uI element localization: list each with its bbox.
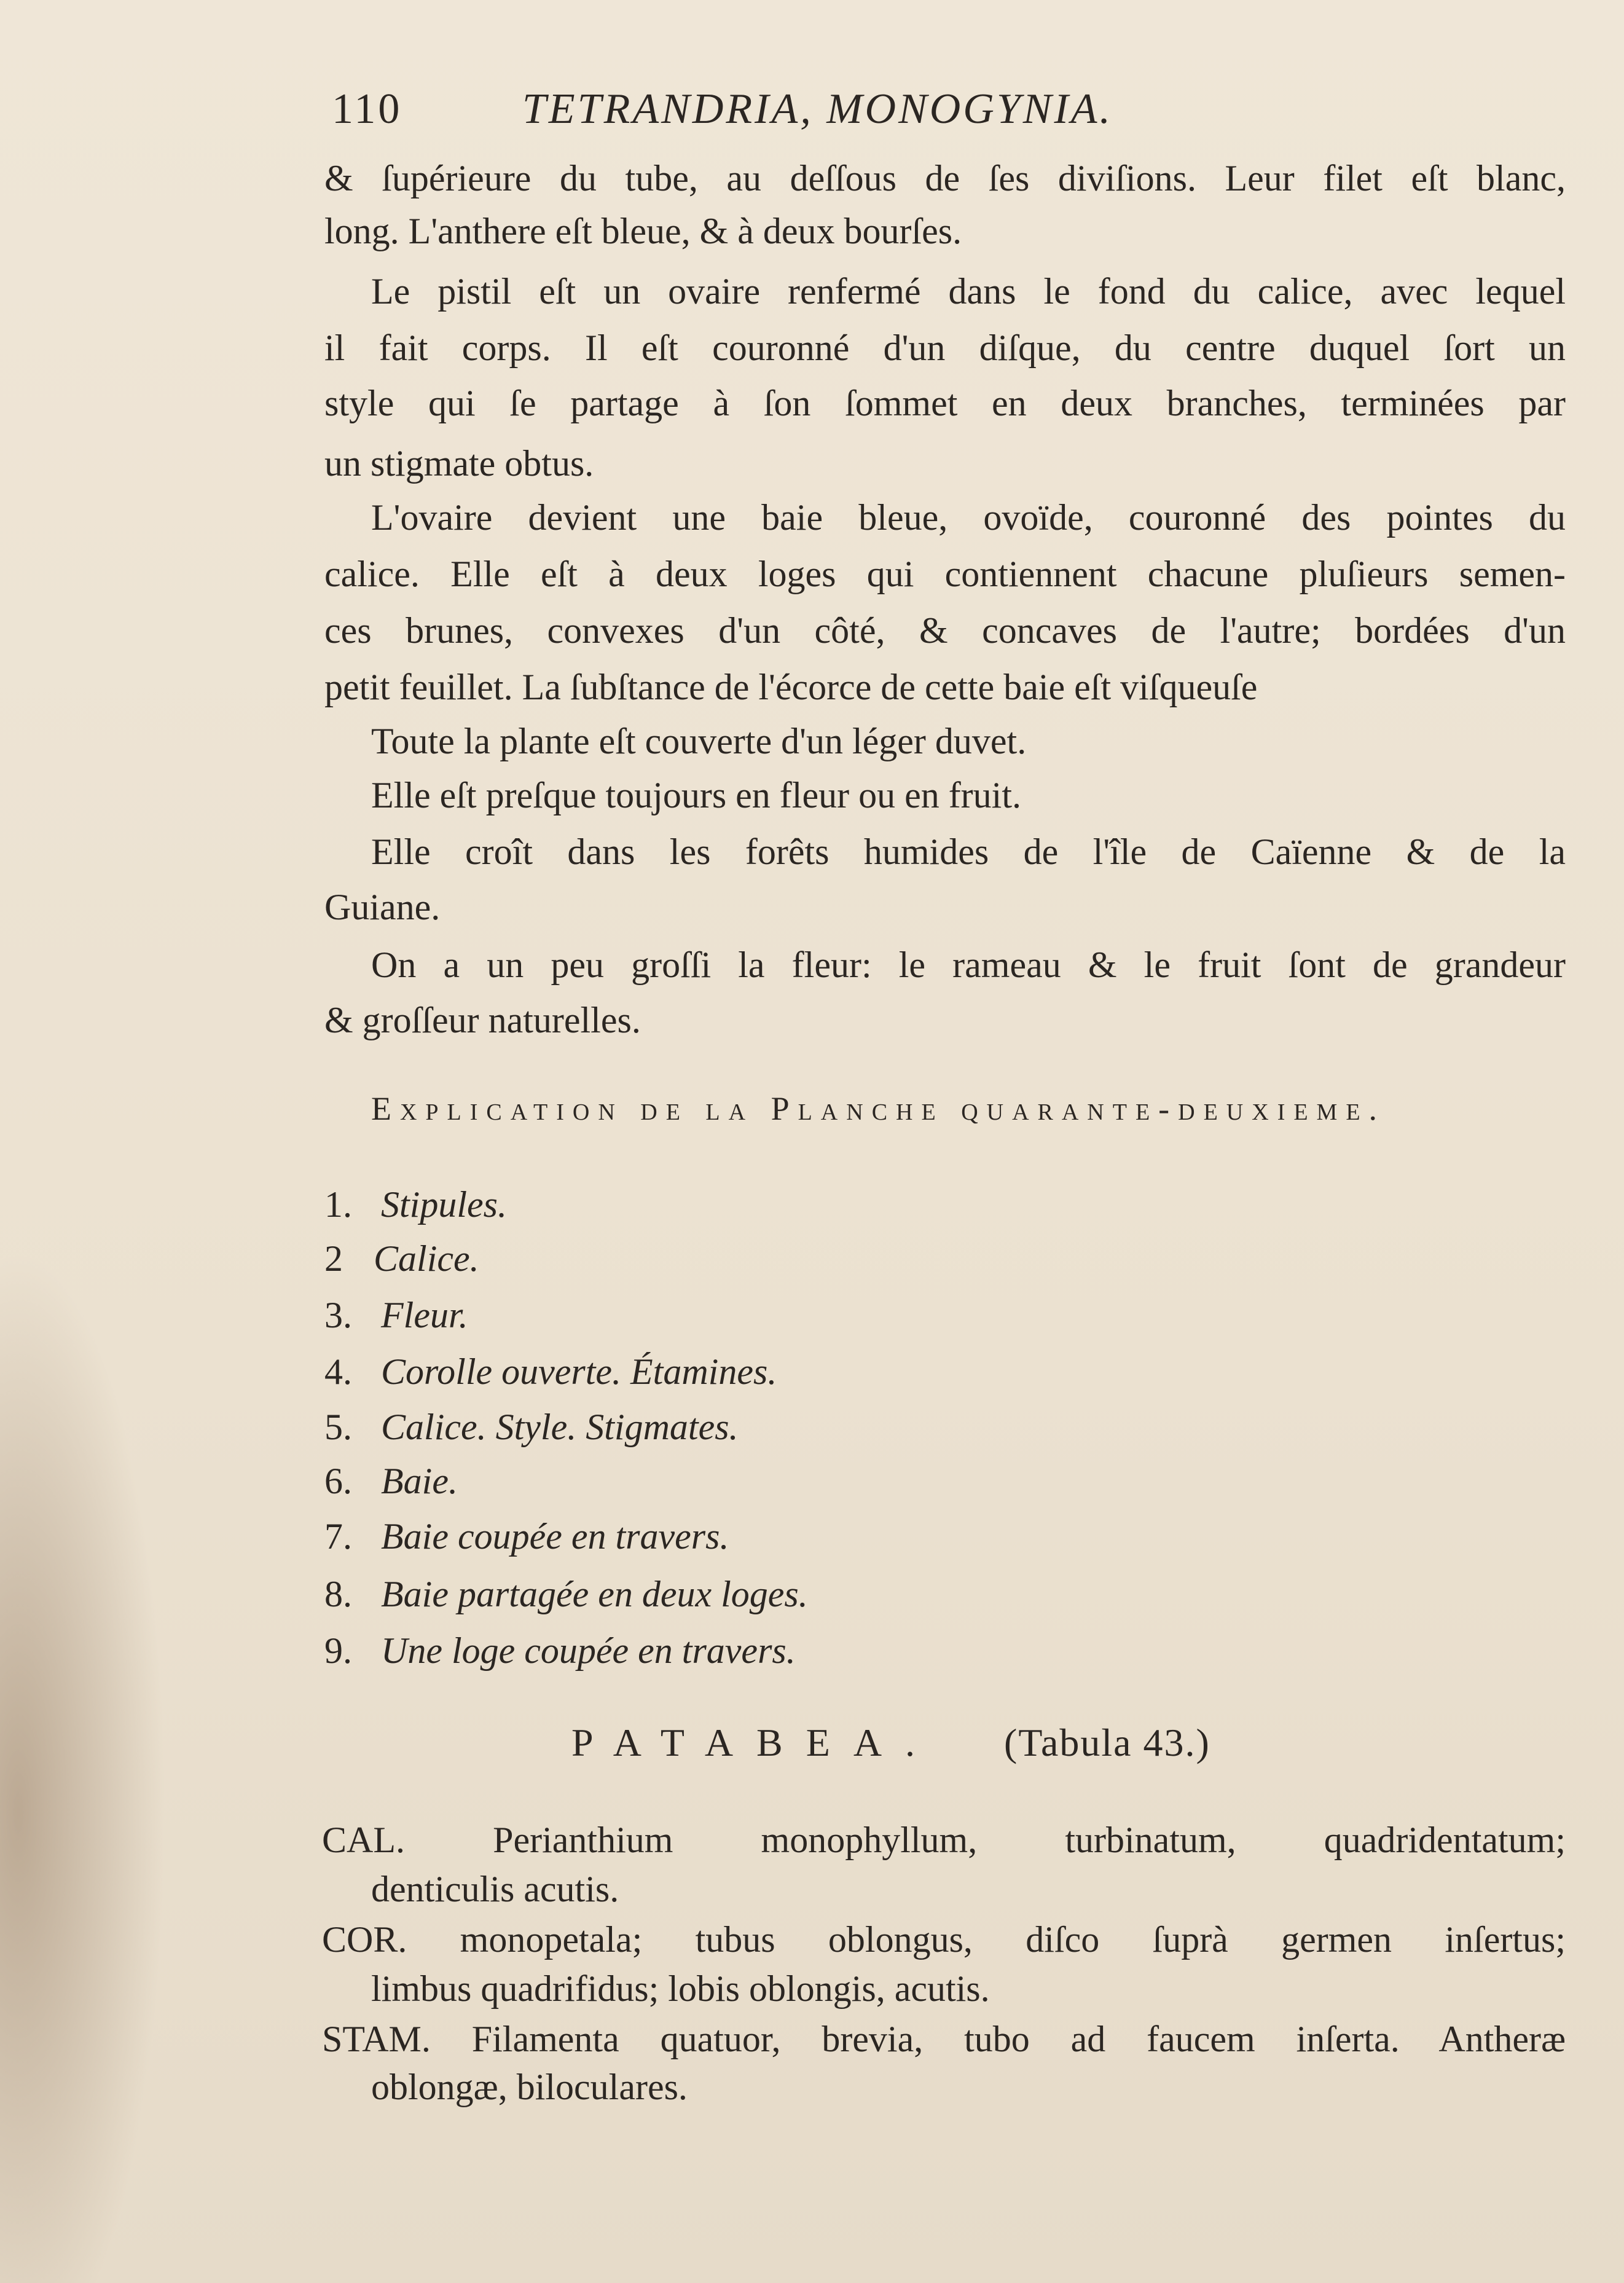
explanation-number: 7. <box>324 1516 352 1557</box>
explanation-number: 5. <box>324 1407 352 1447</box>
explanation-item: Baie partagée en deux loges. <box>381 1574 808 1614</box>
description-line: Le pistil eſt un ovaire renfermé dans le fond du calice, avec lequel <box>371 271 1566 312</box>
latin-description-line: limbus quadrifidus; lobis oblongis, acutis. <box>371 1968 990 2009</box>
explanation-number: 4. <box>324 1351 352 1392</box>
latin-description-line: STAM. Filamenta quatuor, brevia, tubo ad faucem inſerta. Antheræ <box>322 2019 1566 2059</box>
latin-description-line: CAL. Perianthium monophyllum, turbinatum, quadridentatum; <box>322 1820 1566 1860</box>
explanation-number: 3. <box>324 1295 352 1335</box>
description-line: Elle eſt preſque toujours en fleur ou en fruit. <box>371 775 1021 815</box>
explanation-number: 6. <box>324 1461 352 1501</box>
description-line: long. L'anthere eſt bleue, & à deux bourſes. <box>324 211 962 251</box>
explanation-number: 1. <box>324 1184 352 1225</box>
explanation-item: Fleur. <box>381 1295 468 1335</box>
latin-description-line: oblongæ, biloculares. <box>371 2067 688 2107</box>
plate-explanation-title: Explication de la Planche quarante-deuxieme. <box>371 1090 1386 1127</box>
latin-description-line: COR. monopetala; tubus oblongus, diſco ſuprà germen inſertus; <box>322 1919 1566 1960</box>
explanation-number: 2 <box>324 1238 343 1279</box>
description-line: Guiane. <box>324 887 441 927</box>
latin-description-line: denticulis acutis. <box>371 1869 619 1909</box>
explanation-item: Une loge coupée en travers. <box>381 1630 796 1671</box>
description-line: style qui ſe partage à ſon ſommet en deux branches, terminées par <box>324 383 1566 423</box>
genus-tabula: (Tabula 43.) <box>1004 1721 1210 1764</box>
description-line: ces brunes, convexes d'un côté, & concaves de l'autre; bordées d'un <box>324 610 1566 651</box>
genus-name: PATABEA. <box>571 1721 939 1764</box>
explanation-item: Corolle ouverte. Étamines. <box>381 1351 777 1392</box>
description-line: On a un peu groſſi la fleur: le rameau & le fruit ſont de grandeur <box>371 945 1566 985</box>
description-line: un stigmate obtus. <box>324 443 594 484</box>
description-line: L'ovaire devient une baie bleue, ovoïde, couronné des pointes du <box>371 497 1566 538</box>
description-line: & groſſeur naturelles. <box>324 1000 641 1040</box>
running-title: TETRANDRIA, MONOGYNIA. <box>522 85 1113 133</box>
description-line: Elle croît dans les forêts humides de l'île de Caïenne & de la <box>371 831 1566 872</box>
explanation-item: Calice. Style. Stigmates. <box>381 1407 739 1447</box>
description-line: & ſupérieure du tube, au deſſous de ſes diviſions. Leur filet eſt blanc, <box>324 158 1566 198</box>
explanation-item: Baie coupée en travers. <box>381 1516 729 1557</box>
description-line: Toute la plante eſt couverte d'un léger duvet. <box>371 721 1027 761</box>
description-line: petit feuillet. La ſubſtance de l'écorce de cette baie eſt viſqueuſe <box>324 667 1258 707</box>
explanation-number: 9. <box>324 1630 352 1671</box>
description-line: calice. Elle eſt à deux loges qui contiennent chacune pluſieurs semen- <box>324 554 1566 594</box>
page-number: 110 <box>332 85 402 133</box>
explanation-item: Baie. <box>381 1461 458 1501</box>
explanation-item: Calice. <box>374 1238 479 1279</box>
explanation-number: 8. <box>324 1574 352 1614</box>
explanation-item: Stipules. <box>381 1184 507 1225</box>
description-line: il fait corps. Il eſt couronné d'un diſque, du centre duquel ſort un <box>324 328 1566 368</box>
